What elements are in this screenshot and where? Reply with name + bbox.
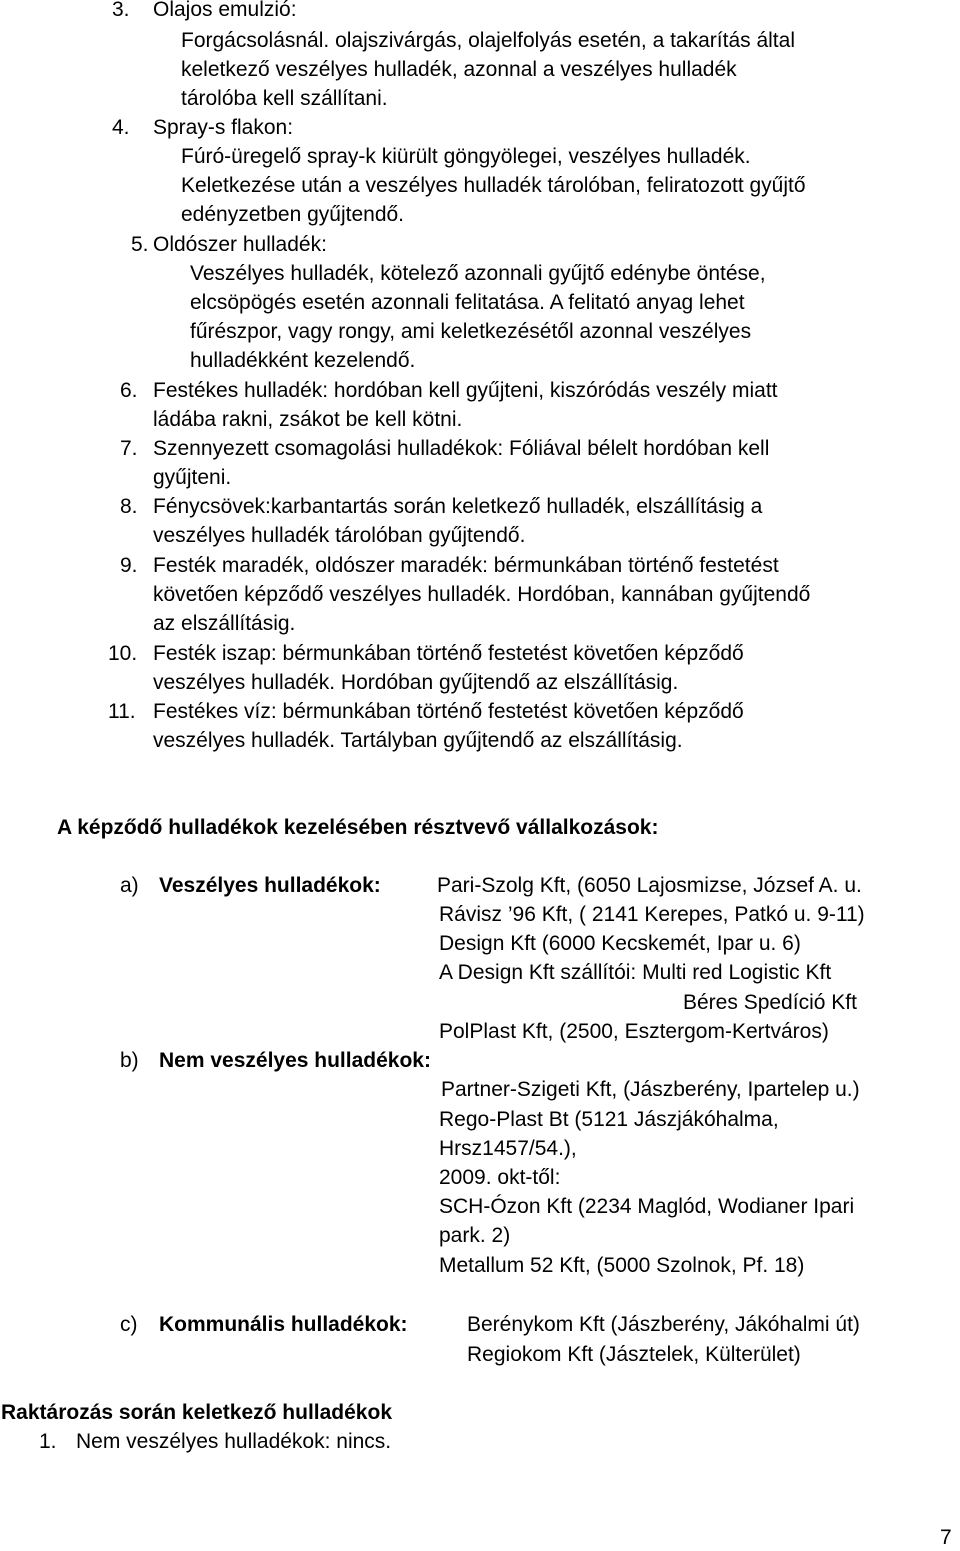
storage-heading: Raktározás során keletkező hulladékok: [1, 1401, 392, 1424]
section-b-company: Rego-Plast Bt (5121 Jászjákóhalma,: [439, 1108, 779, 1131]
section-a-company: Design Kft (6000 Kecskemét, Ipar u. 6): [439, 932, 801, 955]
item-11-line: veszélyes hulladék. Tartályban gyűjtendő az elszállításig.: [153, 729, 683, 752]
item-5-line: hulladékként kezelendő.: [190, 349, 416, 372]
item-7-line: Szennyezett csomagolási hulladékok: Fóliával bélelt hordóban kell: [153, 437, 770, 460]
item-9-line: Festék maradék, oldószer maradék: bérmunkában történő festetést: [153, 554, 779, 577]
section-c-label: Kommunális hulladékok:: [159, 1313, 408, 1336]
section-c-company: Regiokom Kft (Jásztelek, Külterület): [467, 1343, 801, 1366]
item-11-line: Festékes víz: bérmunkában történő festetést követően képződő: [153, 700, 744, 723]
section-b-label: Nem veszélyes hulladékok:: [159, 1049, 431, 1072]
section-a-company: Pari-Szolg Kft, (6050 Lajosmizse, József A. u.: [437, 874, 862, 897]
section-a-label: Veszélyes hulladékok:: [159, 874, 381, 897]
item-8-number: 8.: [120, 495, 138, 518]
item-3-line: keletkező veszélyes hulladék, azonnal a veszélyes hulladék: [181, 58, 737, 81]
item-4-title: Spray-s flakon:: [153, 116, 294, 139]
item-7-line: gyűjteni.: [153, 466, 232, 489]
item-3-title: Olajos emulzió:: [153, 0, 297, 21]
item-4-line: Keletkezése után a veszélyes hulladék tárolóban, feliratozott gyűjtő: [181, 174, 806, 197]
item-7-number: 7.: [120, 437, 138, 460]
item-6-line: Festékes hulladék: hordóban kell gyűjteni, kiszóródás veszély miatt: [153, 379, 778, 402]
section-c-company: Berénykom Kft (Jászberény, Jákóhalmi út): [467, 1313, 860, 1336]
section-a-letter: a): [120, 874, 139, 897]
item-6-line: ládába rakni, zsákot be kell kötni.: [153, 408, 463, 431]
item-3-number: 3.: [112, 0, 130, 21]
item-4-line: edényzetben gyűjtendő.: [181, 203, 405, 226]
item-3-line: Forgácsolásnál. olajszivárgás, olajelfolyás esetén, a takarítás által: [181, 29, 795, 52]
section-a-company: Béres Spedíció Kft: [683, 991, 857, 1014]
item-6-number: 6.: [120, 379, 138, 402]
item-5-title: Oldószer hulladék:: [153, 233, 327, 256]
companies-heading: A képződő hulladékok kezelésében résztvevő vállalkozások:: [57, 816, 659, 839]
item-9-number: 9.: [120, 554, 138, 577]
item-5-line: Veszélyes hulladék, kötelező azonnali gyűjtő edénybe öntése,: [190, 262, 766, 285]
item-4-number: 4.: [112, 116, 130, 139]
section-b-company: 2009. okt-től:: [439, 1166, 561, 1189]
storage-item-number: 1.: [39, 1430, 57, 1453]
item-9-line: az elszállításig.: [153, 612, 296, 635]
section-b-company: Hrsz1457/54.),: [439, 1137, 577, 1160]
section-b-company: Metallum 52 Kft, (5000 Szolnok, Pf. 18): [439, 1254, 805, 1277]
section-b-company: SCH-Ózon Kft (2234 Maglód, Wodianer Ipari: [439, 1195, 855, 1218]
item-8-line: Fénycsövek:karbantartás során keletkező hulladék, elszállításig a: [153, 495, 763, 518]
item-3-line: tárolóba kell szállítani.: [181, 87, 388, 110]
storage-item-text: Nem veszélyes hulladékok: nincs.: [76, 1430, 392, 1453]
item-10-line: veszélyes hulladék. Hordóban gyűjtendő az elszállításig.: [153, 671, 679, 694]
section-c-letter: c): [120, 1313, 138, 1336]
item-11-number: 11.: [108, 700, 136, 723]
section-b-company: park. 2): [439, 1224, 511, 1247]
item-10-line: Festék iszap: bérmunkában történő festetést követően képződő: [153, 642, 744, 665]
item-5-line: elcsöpögés esetén azonnali felitatása. A felitató anyag lehet: [190, 291, 745, 314]
item-9-line: követően képződő veszélyes hulladék. Hordóban, kannában gyűjtendő: [153, 583, 811, 606]
section-a-company: Rávisz ’96 Kft, ( 2141 Kerepes, Patkó u. 9-11): [439, 903, 865, 926]
page-number: 7: [940, 1526, 952, 1549]
item-10-number: 10.: [108, 642, 138, 665]
item-4-line: Fúró-üregelő spray-k kiürült göngyölegei, veszélyes hulladék.: [181, 145, 751, 168]
section-b-letter: b): [120, 1049, 139, 1072]
section-b-company: Partner-Szigeti Kft, (Jászberény, Ipartelep u.): [441, 1078, 860, 1101]
item-5-line: fűrészpor, vagy rongy, ami keletkezésétől azonnal veszélyes: [190, 320, 752, 343]
item-5-number: 5.: [131, 233, 149, 256]
section-a-company: PolPlast Kft, (2500, Esztergom-Kertváros): [439, 1020, 829, 1043]
section-a-company: A Design Kft szállítói: Multi red Logistic Kft: [439, 961, 832, 984]
item-8-line: veszélyes hulladék tárolóban gyűjtendő.: [153, 524, 526, 547]
